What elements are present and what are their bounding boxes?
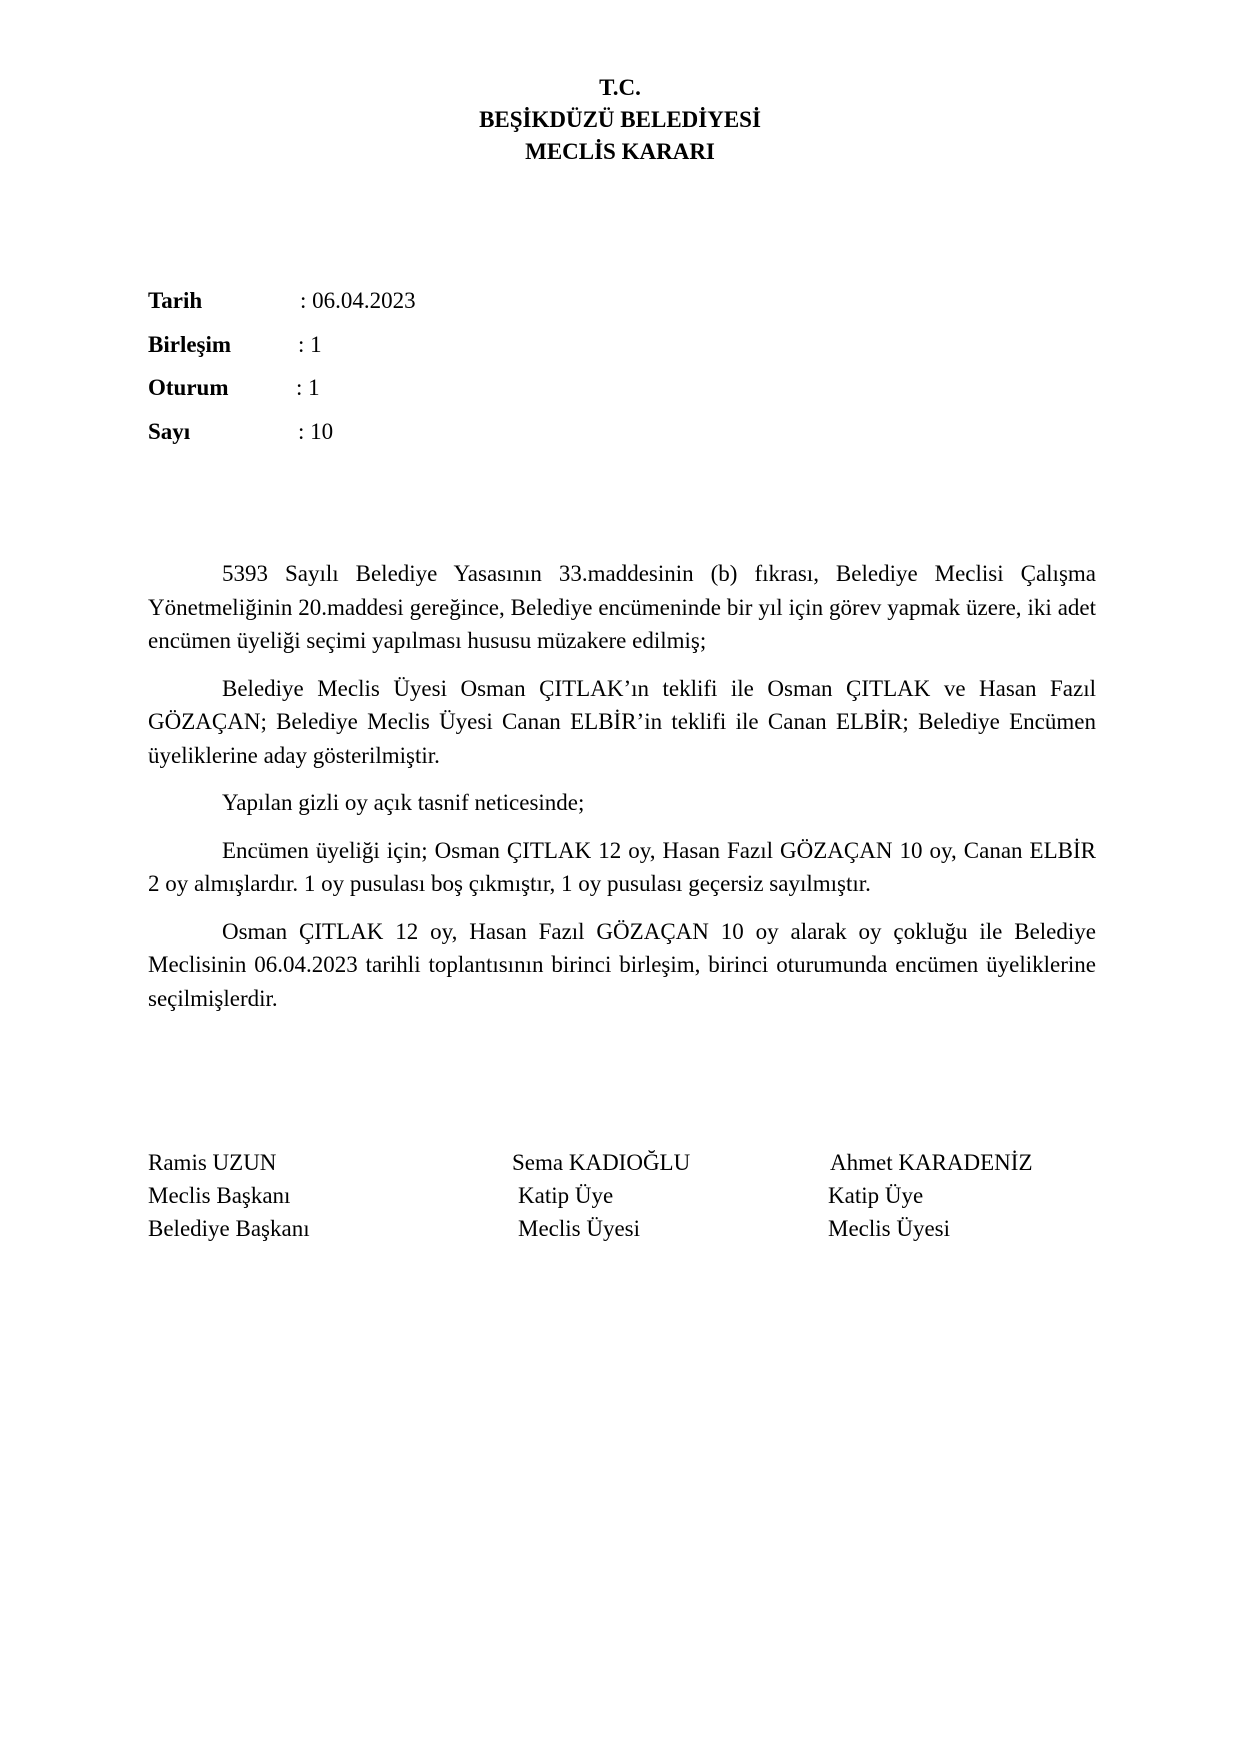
meta-label: Birleşim (148, 331, 232, 357)
meta-label: Tarih (148, 288, 203, 313)
signature-clerk-2 (828, 1146, 1033, 1245)
meta-value: : 1 (296, 375, 320, 400)
header-municipality: BEŞİKDÜZÜ BELEDİYESİ (479, 107, 761, 132)
signature-clerk-1 (512, 1146, 690, 1245)
body-paragraph: Yapılan gizli oy açık tasnif neticesinde; (222, 790, 585, 815)
meta-label: Oturum (148, 375, 229, 400)
meta-value: : 06.04.2023 (300, 288, 416, 313)
signatory-title: Meclis Üyesi (518, 1216, 641, 1241)
body-paragraph: 5393 Sayılı Belediye Yasasının 33.maddesinin (b) fıkrası, Belediye Meclisi Çalışma Yönetmeliğinin 20.maddesi gereğince, Belediye encümeninde bir yıl için görev yapmak üzere, iki adet encümen üyeliği seçimi yapılması hususu müzakere edilmiş; (148, 561, 1096, 653)
meta-value: : 1 (298, 331, 322, 357)
signatory-role: Katip Üye (828, 1183, 924, 1208)
signatory-role: Katip Üye (518, 1183, 614, 1208)
body-paragraph: Belediye Meclis Üyesi Osman ÇITLAK’ın teklifi ile Osman ÇITLAK ve Hasan Fazıl GÖZAÇAN; Belediye Meclis Üyesi Canan ELBİR’in teklifi ile Canan ELBİR; Belediye Encümen üyeliklerine aday gösterilmiştir. (148, 675, 1096, 768)
document-header (0, 72, 1240, 168)
header-country: T.C. (599, 75, 641, 100)
signatory-role: Meclis Başkanı (148, 1183, 291, 1208)
body-paragraph: Osman ÇITLAK 12 oy, Hasan Fazıl GÖZAÇAN 10 oy alarak oy çokluğu ile Belediye Meclisinin 06.04.2023 tarihli toplantısının birinci birleşim, birinci oturumunda encümen üyeliklerine seçilmişlerdir. (148, 918, 1096, 1011)
meta-label: Sayı (148, 418, 191, 444)
signatory-title: Belediye Başkanı (148, 1216, 310, 1241)
signatory-name: Ramis UZUN (148, 1150, 277, 1175)
signature-chairman (148, 1146, 310, 1245)
meta-value: : 10 (298, 418, 334, 444)
decision-body (148, 557, 1096, 1029)
signatory-title: Meclis Üyesi (828, 1216, 951, 1241)
header-decision-title: MECLİS KARARI (525, 139, 715, 164)
signatory-name: Ahmet KARADENİZ (830, 1150, 1033, 1175)
signatory-name: Sema KADIOĞLU (512, 1150, 691, 1175)
body-paragraph: Encümen üyeliği için; Osman ÇITLAK 12 oy, Hasan Fazıl GÖZAÇAN 10 oy, Canan ELBİR 2 oy almışlardır. 1 oy pusulası boş çıkmıştır, 1 oy pusulası geçersiz sayılmıştır. (148, 837, 1096, 896)
